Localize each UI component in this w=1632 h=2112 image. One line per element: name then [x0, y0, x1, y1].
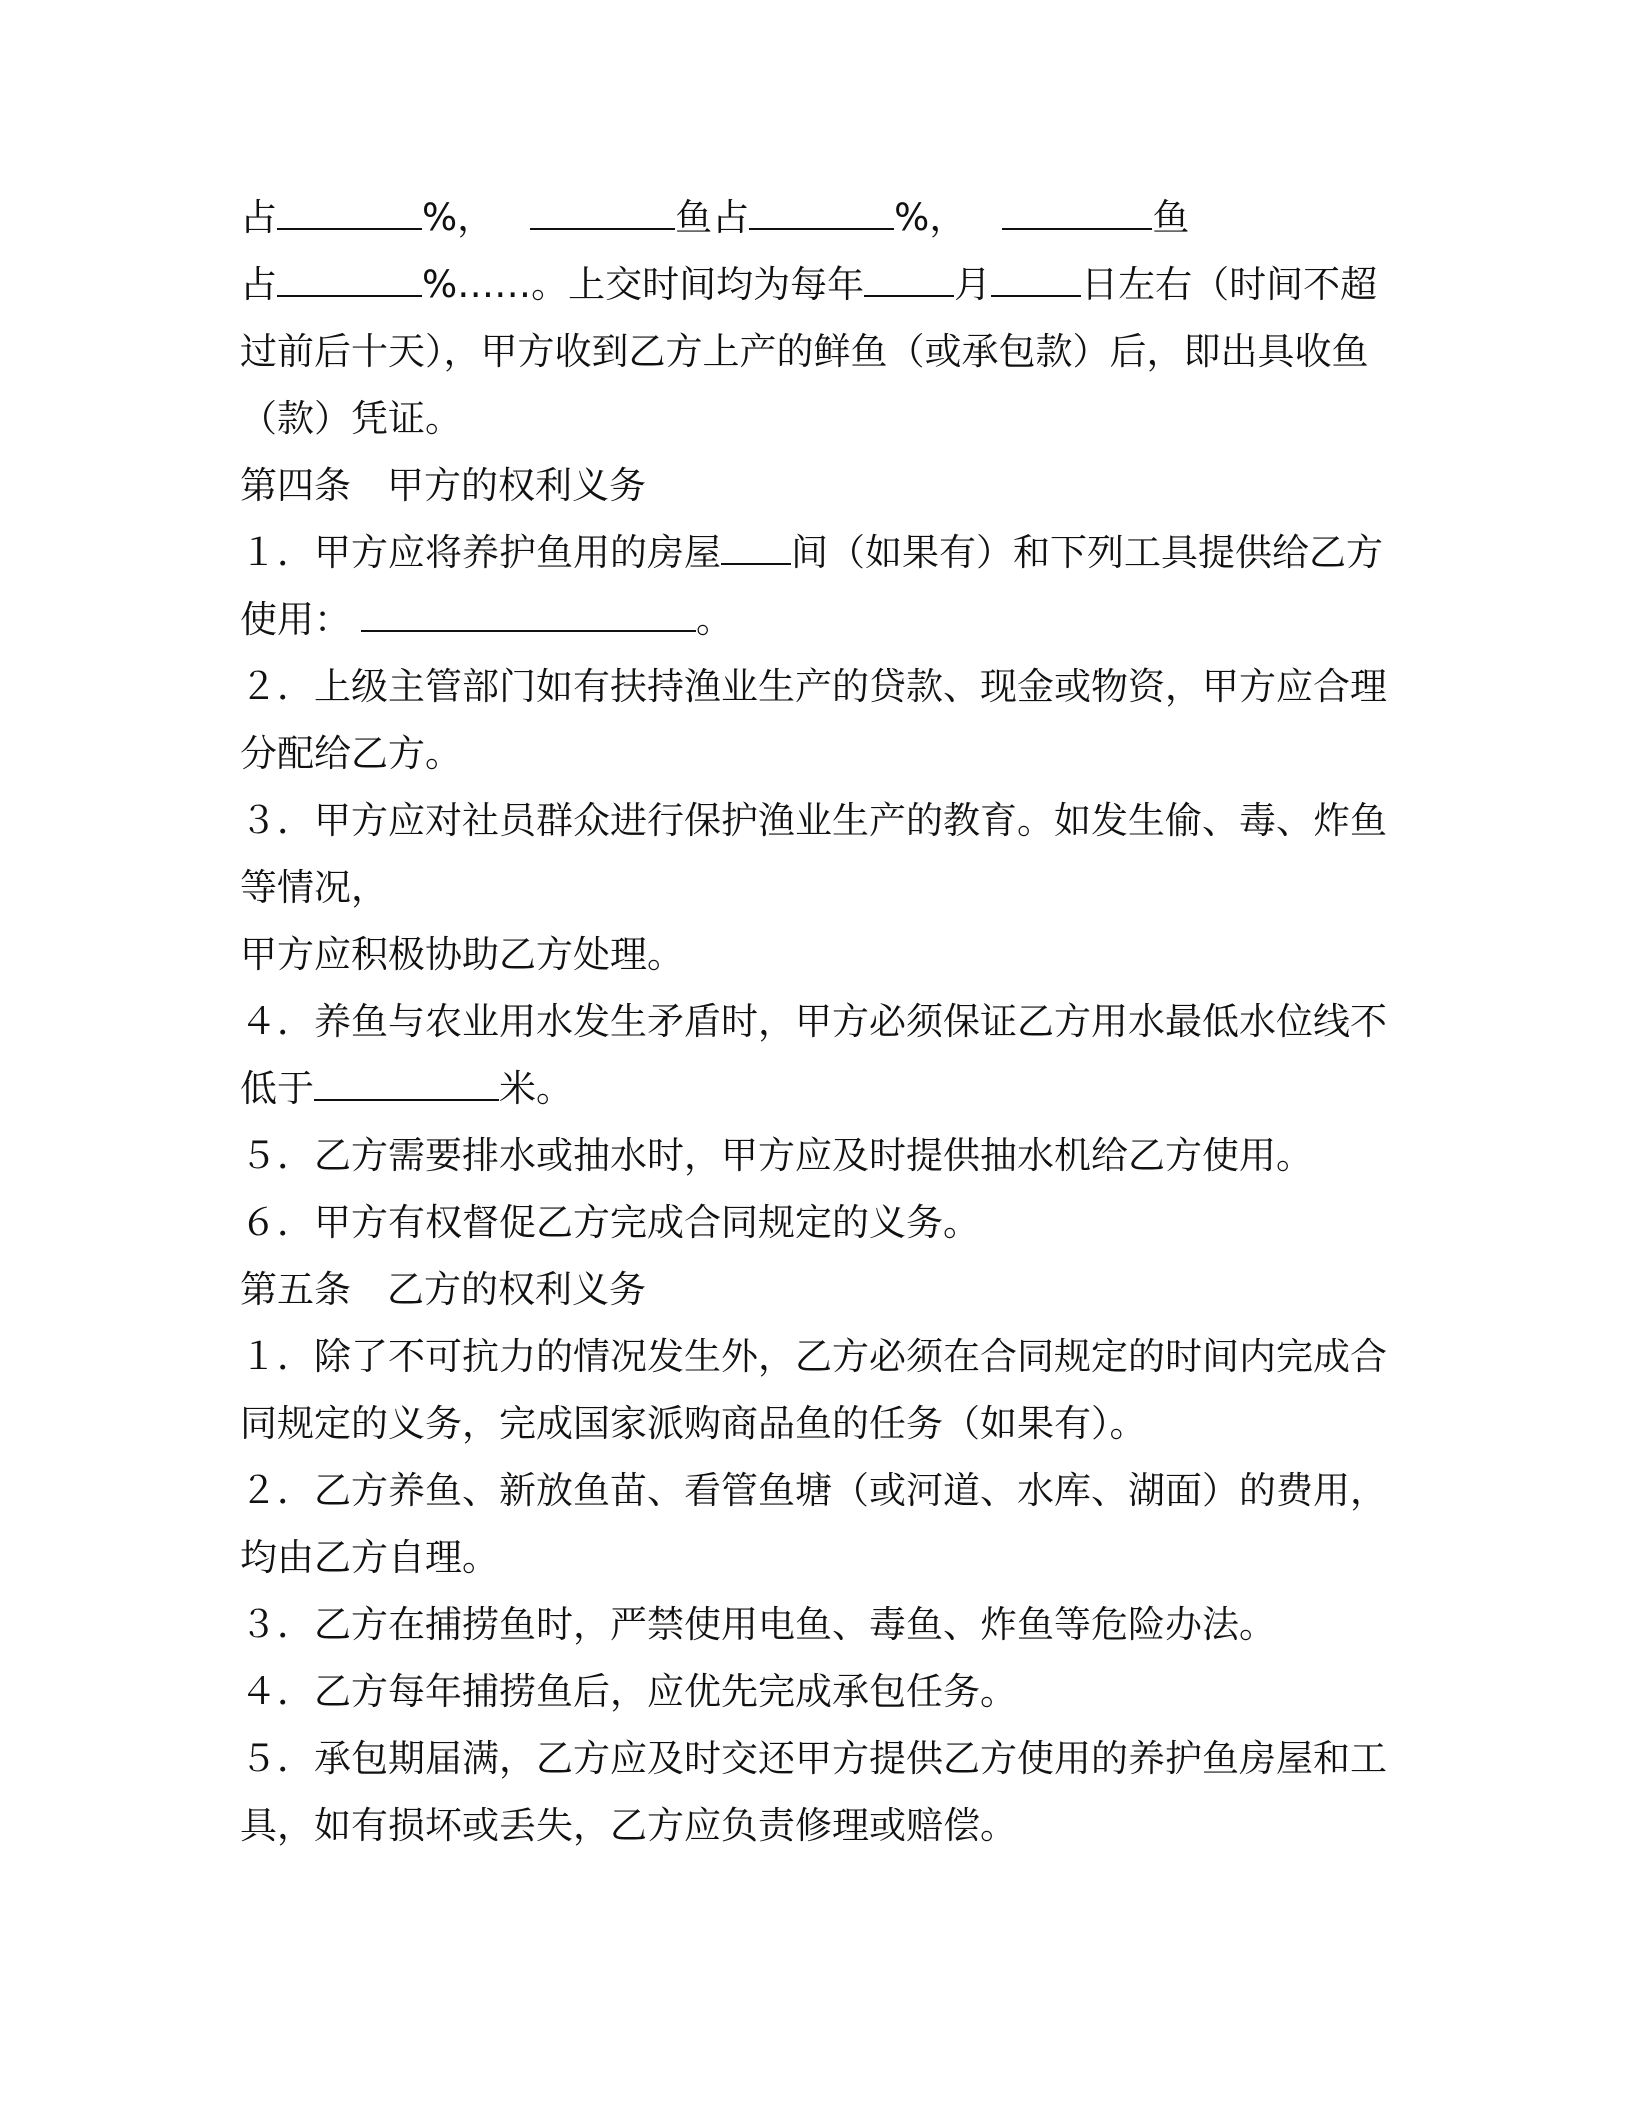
text-fragment: 使用：	[240, 598, 351, 641]
text-fragment: 鱼占	[675, 196, 750, 239]
fill-blank	[277, 261, 422, 297]
text-fragment: １．甲方应将养护鱼用的房屋	[240, 531, 721, 574]
text-line: ３．乙方在捕捞鱼时，严禁使用电鱼、毒鱼、炸鱼等危险办法。	[240, 1603, 1276, 1646]
text-line	[240, 251, 1400, 318]
text-line: ２．上级主管部门如有扶持渔业生产的贷款、现金或物资，甲方应合理	[240, 665, 1387, 708]
text-fragment: 。	[696, 598, 733, 641]
text-line: 等情况，	[240, 866, 388, 909]
text-line: １．除了不可抗力的情况发生外，乙方必须在合同规定的时间内完成合	[240, 1335, 1387, 1378]
fill-blank	[361, 596, 696, 632]
text-fragment: 低于	[240, 1067, 314, 1110]
fill-blank	[721, 529, 791, 565]
text-fragment: %，	[894, 196, 967, 239]
fill-blank	[277, 194, 422, 230]
text-line: 同规定的义务，完成国家派购商品鱼的任务（如果有）。	[240, 1402, 1147, 1445]
text-fragment: %，	[422, 196, 495, 239]
text-fragment: 日左右（时间不超	[1081, 263, 1378, 306]
contract-text	[240, 184, 1400, 1859]
article-title: 乙方的权利义务	[387, 1268, 646, 1311]
text-line: （款）凭证。	[240, 397, 462, 440]
fill-blank	[530, 194, 675, 230]
text-fragment: 间（如果有）和下列工具提供给乙方	[791, 531, 1383, 574]
text-fragment: %……。上交时间均为每年	[422, 263, 865, 306]
text-line: ２．乙方养鱼、新放鱼苗、看管鱼塘（或河道、水库、湖面）的费用，	[240, 1469, 1387, 1512]
text-fragment: 月	[954, 263, 992, 306]
text-fragment: 占	[240, 196, 277, 239]
text-fragment: 鱼	[1152, 196, 1190, 239]
fill-blank	[1002, 194, 1152, 230]
text-line: 过前后十天），甲方收到乙方上产的鲜鱼（或承包款）后，即出具收鱼	[240, 330, 1369, 373]
text-line	[240, 184, 1400, 251]
text-fragment: 占	[240, 263, 277, 306]
text-line: 具，如有损坏或丢失，乙方应负责修理或赔偿。	[240, 1804, 1017, 1847]
text-line	[240, 519, 1400, 586]
text-line: 分配给乙方。	[240, 732, 462, 775]
article-title: 甲方的权利义务	[387, 464, 646, 507]
text-line: ３．甲方应对社员群众进行保护渔业生产的教育。如发生偷、毒、炸鱼	[240, 799, 1387, 842]
text-line: 均由乙方自理。	[240, 1536, 499, 1579]
fill-blank	[864, 261, 954, 297]
text-fragment: 米。	[499, 1067, 573, 1110]
text-line: ５．乙方需要排水或抽水时，甲方应及时提供抽水机给乙方使用。	[240, 1134, 1313, 1177]
text-line: 甲方应积极协助乙方处理。	[240, 933, 684, 976]
article-5-heading	[240, 1256, 1400, 1323]
article-number: 第五条	[240, 1268, 351, 1311]
fill-blank	[749, 194, 894, 230]
text-line	[240, 586, 1400, 653]
text-line	[240, 1055, 1400, 1122]
fill-blank	[991, 261, 1081, 297]
text-line: ５．承包期届满，乙方应及时交还甲方提供乙方使用的养护鱼房屋和工	[240, 1737, 1387, 1780]
fill-blank	[314, 1065, 499, 1101]
article-4-heading	[240, 452, 1400, 519]
text-line: ６．甲方有权督促乙方完成合同规定的义务。	[240, 1201, 980, 1244]
text-line: ４．养鱼与农业用水发生矛盾时，甲方必须保证乙方用水最低水位线不	[240, 1000, 1387, 1043]
article-number: 第四条	[240, 464, 351, 507]
text-line: ４．乙方每年捕捞鱼后，应优先完成承包任务。	[240, 1670, 1017, 1713]
